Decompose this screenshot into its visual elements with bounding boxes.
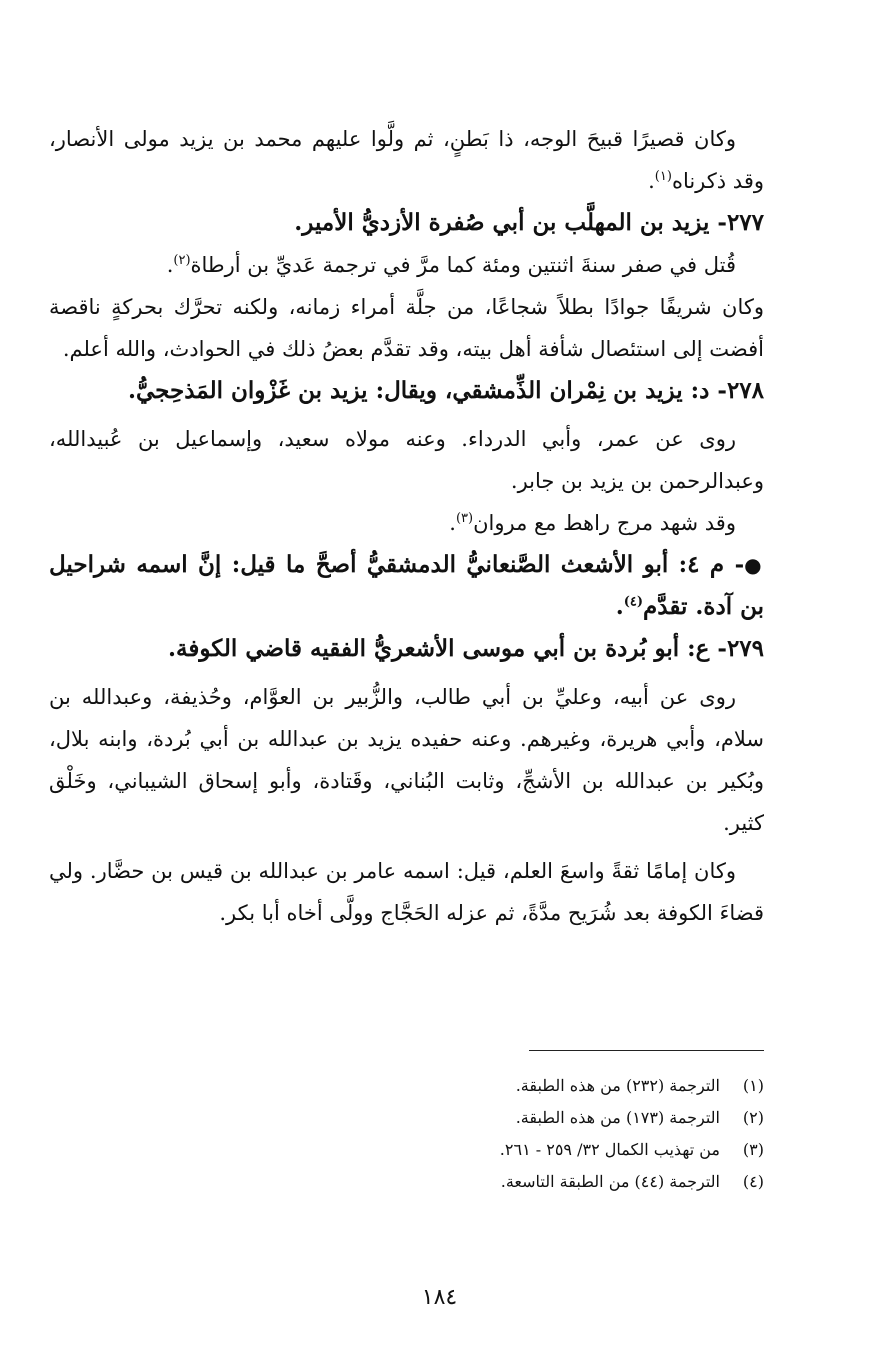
footnote-text: الترجمة (٤٤) من الطبقة التاسعة.: [500, 1172, 720, 1191]
paragraph: [49, 676, 764, 844]
entry-heading: [49, 370, 764, 412]
paragraph-text: قُتل في صفر سنةَ اثنتين ومئة كما مرَّ في ترجمة عَديِّ بن أرطاة: [190, 253, 736, 277]
footnote: [49, 1070, 764, 1102]
footnote-text: الترجمة (١٧٣) من هذه الطبقة.: [515, 1108, 720, 1127]
paragraph: [49, 502, 764, 544]
paragraph-text: - م ٤: أبو الأشعث الصَّنعانيُّ الدمشقيُّ أصحَّ ما قيل: إنَّ اسمه شراحيل بن آدة. تقدَّم: [49, 551, 764, 620]
paragraph: [49, 418, 764, 502]
punctuation: .: [449, 511, 456, 535]
punctuation: .: [648, 169, 655, 193]
paragraph: [49, 850, 764, 934]
footnote-text: من تهذيب الكمال ٣٢/ ٢٥٩ - ٢٦١.: [499, 1140, 720, 1159]
footnote-text: الترجمة (٢٣٢) من هذه الطبقة.: [515, 1076, 720, 1095]
paragraph: [49, 244, 764, 286]
footnote: [49, 1134, 764, 1166]
footnote: [49, 1166, 764, 1198]
paragraph-text: روى عن عمر، وأبي الدرداء. وعنه مولاه سعيد، وإسماعيل بن عُبيدالله، وعبدالرحمن بن يزيد بن جابر.: [49, 427, 764, 493]
footnote-number: (١): [742, 1076, 764, 1095]
footnote-number: (٤): [742, 1172, 764, 1191]
punctuation: .: [615, 593, 624, 620]
paragraph-text: وقد شهد مرج راهط مع مروان: [473, 511, 736, 535]
bullet-icon: ●: [744, 553, 764, 577]
footnote-number: (٢): [742, 1108, 764, 1127]
footnote-ref: (١): [654, 169, 672, 184]
footnotes: [49, 1070, 764, 1198]
paragraph: [49, 286, 764, 370]
footnote-separator: [529, 1050, 764, 1051]
paragraph-text: وكان إمامًا ثقةً واسعَ العلم، قيل: اسمه عامر بن عبدالله بن قيس بن حضَّار. ولي قضاءَ الكوفة بعد شُرَيح مدَّةً، ثم عزله الحَجَّاج وولَّى أخاه أبا بكر.: [49, 859, 764, 925]
entry-heading: [49, 202, 764, 244]
entry-heading: [49, 628, 764, 670]
paragraph-text: روى عن أبيه، وعليِّ بن أبي طالب، والزُّبير بن العوَّام، وحُذيفة، وعبدالله بن سلام، وأبي هريرة، وغيرهم. وعنه حفيده يزيد بن عبدالله بن أبي بُردة، وابنه بلال، وبُكير بن عبدالله بن الأشجِّ، وثابت البُناني، وقَتادة، وأبو إسحاق الشيباني، وخَلْق كثير.: [49, 685, 764, 835]
footnote: [49, 1102, 764, 1134]
paragraph-text: وكان شريفًا جوادًا بطلاً شجاعًا، من جلَّة أمراء زمانه، ولكنه تحرَّك بحركةٍ ناقصة أفضت إلى استئصال شأفة أهل بيته، وقد تقدَّم بعضُ ذلك في الحوادث، والله أعلم.: [49, 295, 764, 361]
paragraph-text: ٢٧٧- يزيد بن المهلَّب بن أبي صُفرة الأزديُّ الأمير.: [294, 209, 764, 236]
paragraph-text: ٢٧٩- ع: أبو بُردة بن أبي موسى الأشعريُّ الفقيه قاضي الكوفة.: [168, 635, 764, 662]
entry-heading: [49, 544, 764, 628]
paragraph-text: ٢٧٨- د: يزيد بن نِمْران الذِّمشقي، ويقال: يزيد بن غَزْوان المَذحِجيُّ.: [127, 377, 764, 404]
footnote-number: (٣): [742, 1140, 764, 1159]
paragraph: [49, 118, 764, 202]
punctuation: .: [166, 253, 174, 277]
page-number: ١٨٤: [421, 1285, 458, 1310]
footnote-ref: (٣): [455, 511, 474, 526]
footnote-ref: (٢): [173, 253, 191, 268]
footnote-ref: (٤): [623, 594, 644, 610]
main-text: [49, 118, 764, 934]
paragraph-text: وكان قصيرًا قبيحَ الوجه، ذا بَطنٍ، ثم ولَّوا عليهم محمد بن يزيد مولى الأنصار، وقد ذكرناه: [49, 127, 764, 193]
